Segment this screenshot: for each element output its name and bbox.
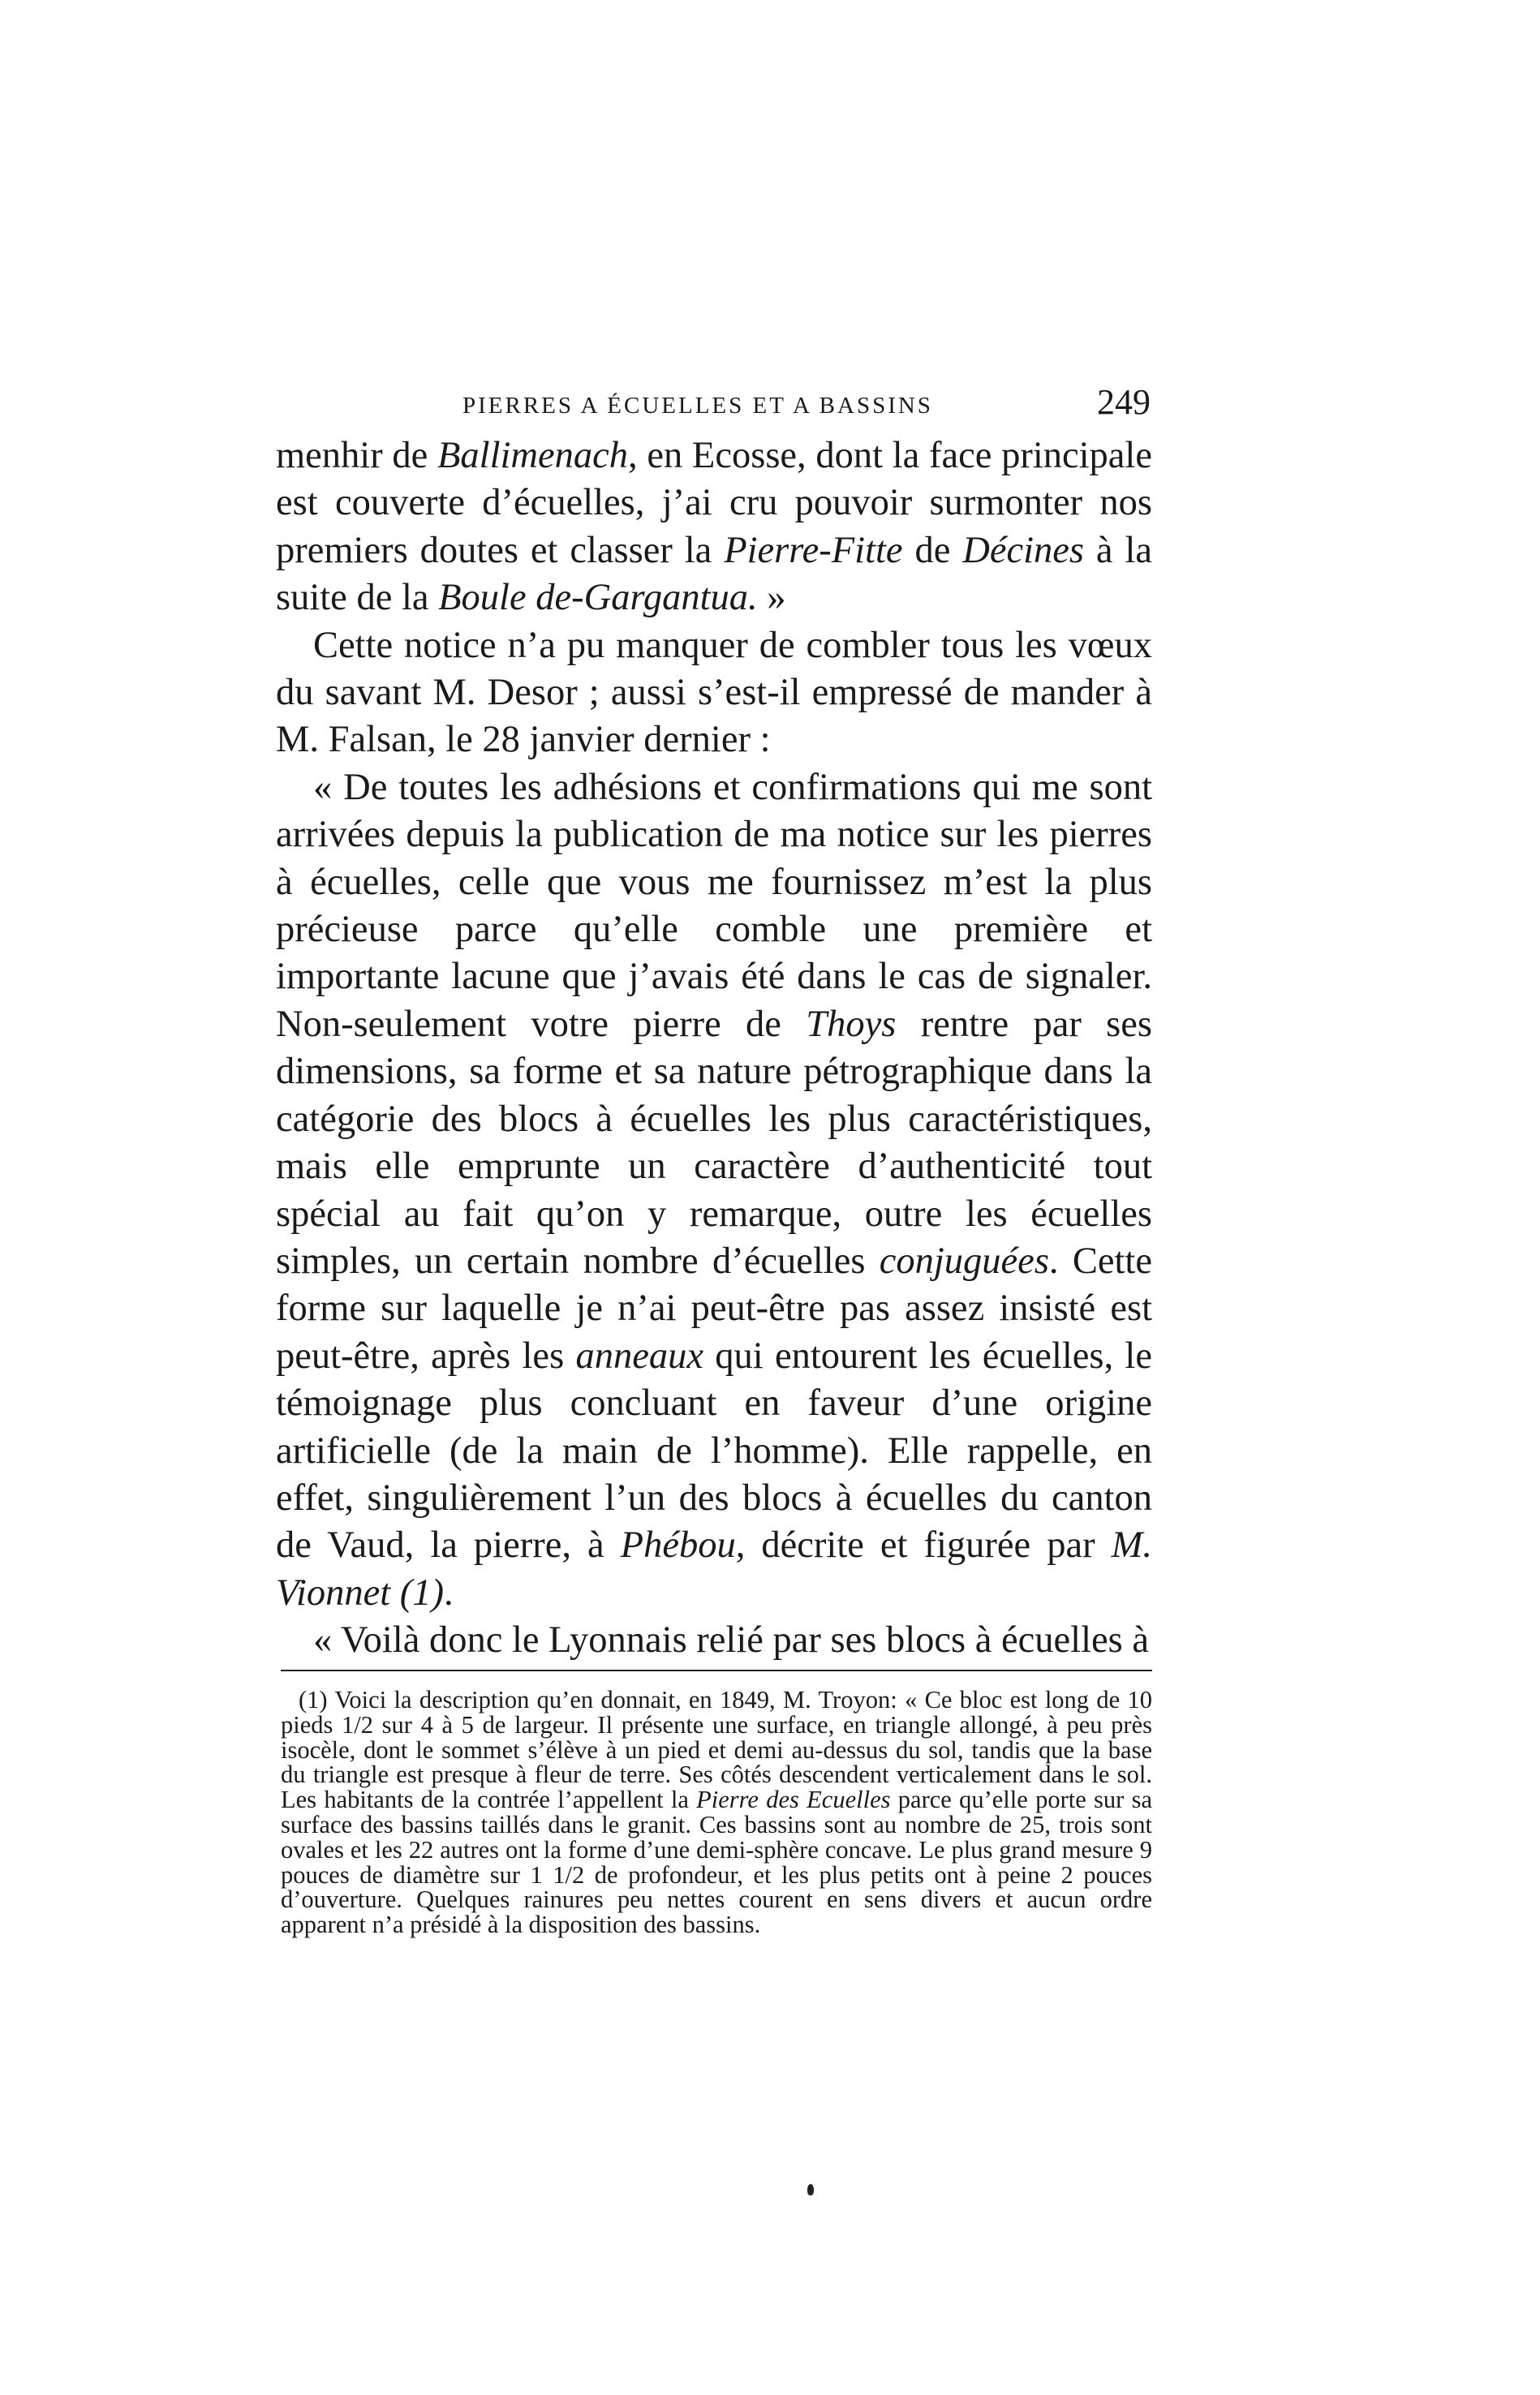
footnote-rule [281,1670,1152,1671]
paragraph-4 [276,1617,1152,1664]
text-run: , décrite et figurée par [735,1524,1112,1567]
page-number: 249 [1097,382,1151,422]
text-run: parce qu’elle porte sur sa surface des bassins taillés dans le granit. Ces bassins sont au nombre de 25, trois sont ovales et les 22 autres ont la forme d’une demi-sphère concave. Le plus grand mesure 9 pouces de diamètre sur 1 1/2 de profondeur, et les plus petits ont à peine 2 pouces d’ouverture. Quelques rainures peu nettes courent en sens divers et aucun ordre apparent n’a présidé à la disposition des bassins. [281,1786,1152,1939]
text-run: . Cette forme sur laquelle je n’ai peut-être pas assez insisté est peut-être, après les [276,1240,1152,1377]
italic-run: Pierre des Ecuelles [696,1786,891,1814]
text-run: « De toutes les adhésions et confirmations qui me sont arrivées depuis la publication de ma notice sur les pierres à écuelles, celle que vous me fournissez m’est la plus précieuse parce qu’elle comble une première et importante lacune que j’avais été dans le cas de signaler. Non-seulement votre pierre de [276,766,1152,1045]
text-run: de [902,529,963,571]
italic-run: Ballimenach [437,435,629,476]
footnote-paragraph [281,1688,1152,1937]
page-header [276,381,1168,430]
italic-run: Thoys [806,1003,897,1045]
text-run: (1) Voici la description qu’en donnait, en 1849, M. Troyon: « Ce bloc est long de 10 pieds 1/2 sur 4 à 5 de largeur. Il présente une surface, en triangle allongé, à peu près isocèle, dont le sommet s’élève à un pied et demi au-dessus du sol, tandis que la base du triangle est presque à fleur de terre. Ses côtés descendent verticalement dans le sol. Les habitants de la contrée l’appellent la [281,1686,1152,1814]
main-text [276,432,1152,1665]
text-run: , en Ecosse, dont la face principale est couverte d’écuelles, j’ai cru pouvoir surmonter nos premiers doutes et classer la [276,435,1152,571]
italic-run: conjuguées [879,1240,1049,1282]
paragraph-3 [276,764,1152,1617]
italic-run: Décines [962,529,1085,571]
footnote [281,1688,1152,1937]
text-run: menhir de [276,435,437,476]
text-run: rentre par ses dimensions, sa forme et sa nature pétrographique dans la catégorie des blocs à écuelles les plus caractéristiques, mais elle emprunte un caractère d’authenticité tout spécial au fait qu’on y remarque, outre les écuelles simples, un certain nombre d’écuelles [276,1003,1152,1282]
italic-run: Phébou [620,1524,736,1567]
paragraph-2 [276,622,1152,764]
paragraph-1 [276,432,1152,622]
ink-mark [807,2184,814,2195]
text-run: Cette notice n’a pu manquer de combler tous les vœux du savant M. Desor ; aussi s’est-il empressé de mander à M. Falsan, le 28 janvier dernier : [276,624,1152,761]
text-run: . [444,1572,454,1614]
text-run: à la suite de la [276,529,1153,619]
text-run: qui entourent les écuelles, le témoignage plus concluant en faveur d’une origine artificielle (de la main de l’homme). Elle rappelle, en effet, singulièrement l’un des blocs à écuelles du canton de Vaud, la pierre, à [276,1335,1152,1567]
running-head: PIERRES A ÉCUELLES ET A BASSINS [462,393,933,419]
text-run: » [757,577,786,619]
italic-run: anneaux [575,1335,703,1377]
italic-run: M. Vionnet (1) [276,1524,1152,1614]
italic-run: Pierre-Fitte [724,529,903,571]
text-run: « Voilà donc le Lyonnais relié par ses blocs à écuelles à [313,1619,1150,1662]
italic-run: Boule de-Gargantua. [438,577,758,619]
